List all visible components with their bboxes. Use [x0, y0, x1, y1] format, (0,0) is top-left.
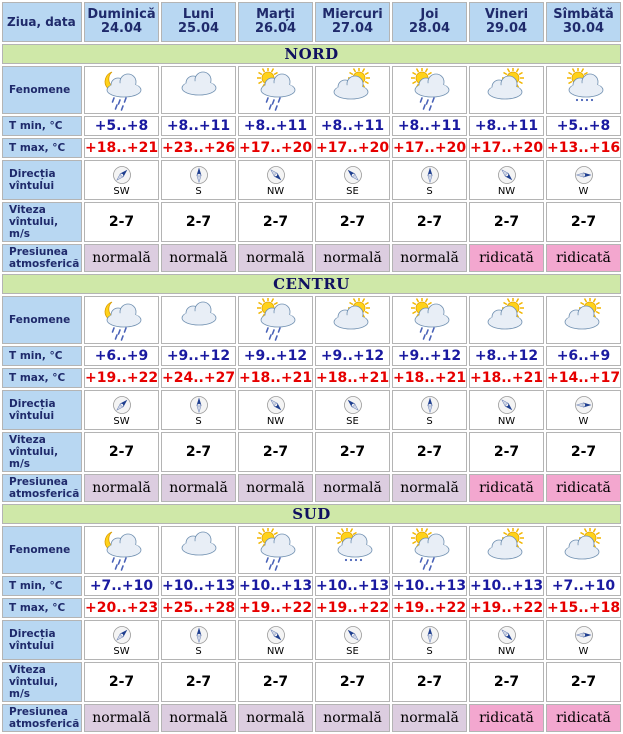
row-label: Direcția vîntului: [2, 390, 82, 430]
tmin-cell: +8..+11: [469, 116, 544, 136]
tmax-cell: +23..+26: [162, 140, 236, 156]
wind-speed-cell: 2-7: [315, 432, 390, 472]
tmax-cell: +24..+27: [162, 370, 236, 386]
wind-direction-label: W: [578, 186, 589, 197]
sun-cloud-icon: [316, 298, 389, 342]
row-label: Viteza vîntului, m/s: [2, 432, 82, 472]
wind-direction-label: SE: [346, 186, 359, 197]
cloud-icon: [162, 298, 235, 342]
row-label: Direcția vîntului: [2, 620, 82, 660]
tmax-cell: +19..+22: [85, 370, 159, 386]
wind-direction-label: NW: [266, 646, 285, 657]
pressure-cell: ridicată: [546, 244, 621, 272]
row-label: T max, °C: [2, 138, 82, 158]
tmin-cell: +8..+11: [161, 116, 236, 136]
wind-direction-row: [2, 160, 621, 200]
tmax-cell: +15..+18: [547, 600, 621, 616]
wind-direction-cell: [546, 620, 621, 660]
wind-direction-cell: [546, 390, 621, 430]
compass-icon: [470, 165, 543, 185]
row-label: Presiunea atmosferică: [2, 474, 82, 502]
tmax-cell: +18..+21: [470, 370, 544, 386]
tmin-cell: +10..+13: [393, 578, 467, 594]
phenomena-cell: [392, 66, 467, 114]
wind-speed-cell: 2-7: [84, 432, 159, 472]
wind-direction-label: S: [195, 416, 202, 427]
tmin-cell: +5..+8: [84, 116, 159, 136]
compass-icon: [162, 165, 235, 185]
day-date: 29.04: [485, 21, 528, 36]
compass-icon: [547, 165, 620, 185]
moon-cloud-rain-icon: [85, 528, 158, 572]
phenomena-cell: [84, 66, 159, 114]
tmax-cell: +18..+21: [316, 370, 390, 386]
day-name: Luni: [182, 7, 215, 22]
sun-cloud-rain-icon: [393, 68, 466, 112]
sun-cloud-rain-icon: [239, 68, 312, 112]
wind-speed-cell: 2-7: [84, 662, 159, 702]
wind-direction-cell: [546, 160, 621, 200]
wind-speed-cell: 2-7: [315, 202, 390, 242]
wind-direction-label: S: [426, 416, 433, 427]
row-label: T max, °C: [2, 598, 82, 618]
region-row: [2, 274, 621, 294]
tmax-cell: +14..+17: [547, 370, 621, 386]
region-title: NORD: [2, 44, 621, 64]
row-label: Viteza vîntului, m/s: [2, 202, 82, 242]
pressure-cell: normală: [238, 474, 313, 502]
wind-direction-cell: [469, 620, 544, 660]
region-title: CENTRU: [2, 274, 621, 294]
tmin-cell: +8..+11: [238, 116, 313, 136]
compass-icon: [547, 625, 620, 645]
wind-direction-label: S: [195, 186, 202, 197]
compass-icon: [162, 395, 235, 415]
pressure-row: [2, 474, 621, 502]
pressure-cell: normală: [84, 244, 159, 272]
tmax-cell: +19..+22: [470, 600, 544, 616]
compass-icon: [470, 395, 543, 415]
phenomena-cell: [238, 66, 313, 114]
wind-direction-cell: [161, 160, 236, 200]
pressure-cell: ridicată: [469, 704, 544, 732]
pressure-cell: ridicată: [546, 704, 621, 732]
day-header: [84, 2, 159, 42]
day-header: [315, 2, 390, 42]
day-date: 25.04: [177, 21, 220, 36]
moon-cloud-rain-icon: [85, 68, 158, 112]
sun-cloud-icon: [470, 298, 543, 342]
tmax-row: [2, 368, 621, 388]
wind-direction-label: S: [195, 646, 202, 657]
phenomena-cell: [238, 296, 313, 344]
region-row: [2, 504, 621, 524]
sun-cloud-rain-icon: [393, 528, 466, 572]
compass-icon: [393, 165, 466, 185]
compass-icon: [393, 625, 466, 645]
compass-icon: [85, 165, 158, 185]
sun-cloud-icon: [470, 68, 543, 112]
compass-icon: [85, 625, 158, 645]
phenomena-cell: [84, 296, 159, 344]
day-date: 30.04: [562, 21, 605, 36]
tmax-cell: +25..+28: [162, 600, 236, 616]
wind-direction-label: S: [426, 646, 433, 657]
tmin-cell: +10..+13: [316, 578, 390, 594]
compass-icon: [316, 625, 389, 645]
phenomena-cell: [315, 526, 390, 574]
wind-speed-cell: 2-7: [161, 432, 236, 472]
phenomena-row: [2, 66, 621, 114]
tmin-cell: +5..+8: [546, 116, 621, 136]
phenomena-cell: [392, 526, 467, 574]
wind-speed-cell: 2-7: [546, 432, 621, 472]
wind-direction-cell: [469, 390, 544, 430]
day-name: Miercuri: [322, 7, 383, 22]
compass-icon: [316, 165, 389, 185]
phenomena-cell: [161, 66, 236, 114]
row-label: T min, °C: [2, 346, 82, 366]
sun-cloud-icon: [547, 528, 620, 572]
tmin-cell: +6..+9: [84, 346, 159, 366]
pressure-row: [2, 704, 621, 732]
wind-speed-cell: 2-7: [469, 432, 544, 472]
wind-direction-label: W: [578, 646, 589, 657]
wind-speed-cell: 2-7: [238, 432, 313, 472]
wind-direction-cell: [161, 620, 236, 660]
compass-icon: [470, 625, 543, 645]
day-header: [546, 2, 621, 42]
tmin-row: [2, 346, 621, 366]
pressure-cell: normală: [84, 704, 159, 732]
tmin-cell: +7..+10: [84, 576, 159, 596]
tmax-cell: +17..+20: [239, 140, 313, 156]
compass-icon: [239, 395, 312, 415]
phenomena-cell: [469, 526, 544, 574]
sun-cloud-icon: [470, 528, 543, 572]
phenomena-cell: [315, 66, 390, 114]
tmax-cell: +17..+20: [470, 140, 544, 156]
day-date: 28.04: [408, 21, 451, 36]
wind-speed-row: [2, 432, 621, 472]
day-date: 26.04: [254, 21, 297, 36]
tmax-cell: +19..+22: [393, 600, 467, 616]
phenomena-row: [2, 296, 621, 344]
phenomena-row: [2, 526, 621, 574]
compass-icon: [239, 625, 312, 645]
day-date: 27.04: [331, 21, 374, 36]
wind-direction-cell: [161, 390, 236, 430]
wind-direction-cell: [469, 160, 544, 200]
tmax-cell: +13..+16: [547, 140, 621, 156]
tmax-cell: +20..+23: [85, 600, 159, 616]
wind-direction-cell: [238, 620, 313, 660]
tmin-cell: +9..+12: [238, 346, 313, 366]
tmin-cell: +10..+13: [162, 578, 236, 594]
wind-direction-cell: [84, 620, 159, 660]
phenomena-cell: [84, 526, 159, 574]
phenomena-cell: [546, 66, 621, 114]
tmin-row: [2, 576, 621, 596]
row-label: Presiunea atmosferică: [2, 244, 82, 272]
pressure-cell: normală: [84, 474, 159, 502]
day-header: [392, 2, 467, 42]
wind-speed-cell: 2-7: [469, 202, 544, 242]
cloud-icon: [162, 68, 235, 112]
wind-speed-row: [2, 202, 621, 242]
row-label: Fenomene: [2, 526, 82, 574]
region-row: [2, 44, 621, 64]
pressure-cell: normală: [161, 704, 236, 732]
phenomena-cell: [469, 66, 544, 114]
pressure-cell: ridicată: [469, 474, 544, 502]
pressure-row: [2, 244, 621, 272]
pressure-cell: normală: [392, 704, 467, 732]
wind-speed-row: [2, 662, 621, 702]
sun-cloud-icon: [547, 298, 620, 342]
corner-label: Ziua, data: [2, 2, 82, 42]
phenomena-cell: [546, 296, 621, 344]
pressure-cell: normală: [315, 474, 390, 502]
row-label: Viteza vîntului, m/s: [2, 662, 82, 702]
phenomena-cell: [315, 296, 390, 344]
wind-speed-cell: 2-7: [238, 662, 313, 702]
wind-direction-cell: [84, 390, 159, 430]
tmin-cell: +8..+11: [392, 116, 467, 136]
day-header: [161, 2, 236, 42]
row-label: T min, °C: [2, 576, 82, 596]
wind-speed-cell: 2-7: [469, 662, 544, 702]
pressure-cell: normală: [238, 244, 313, 272]
wind-direction-cell: [392, 390, 467, 430]
wind-speed-cell: 2-7: [161, 202, 236, 242]
wind-direction-row: [2, 620, 621, 660]
wind-direction-cell: [392, 620, 467, 660]
phenomena-cell: [161, 526, 236, 574]
tmax-cell: +18..+21: [393, 370, 467, 386]
wind-speed-cell: 2-7: [84, 202, 159, 242]
tmin-cell: +10..+13: [470, 578, 544, 594]
tmax-cell: +17..+20: [316, 140, 390, 156]
compass-icon: [393, 395, 466, 415]
sun-cloud-icon: [316, 68, 389, 112]
wind-direction-label: S: [426, 186, 433, 197]
wind-direction-cell: [315, 390, 390, 430]
wind-direction-label: SW: [113, 646, 130, 657]
sun-cloud-light-rain-icon: [547, 68, 620, 112]
wind-direction-cell: [238, 160, 313, 200]
tmax-cell: +18..+21: [85, 140, 159, 156]
moon-cloud-rain-icon: [85, 298, 158, 342]
wind-speed-cell: 2-7: [315, 662, 390, 702]
wind-speed-cell: 2-7: [392, 432, 467, 472]
phenomena-cell: [546, 526, 621, 574]
tmax-cell: +19..+22: [316, 600, 390, 616]
wind-direction-cell: [315, 620, 390, 660]
compass-icon: [316, 395, 389, 415]
wind-direction-cell: [238, 390, 313, 430]
wind-direction-label: SE: [346, 416, 359, 427]
wind-direction-label: SW: [113, 416, 130, 427]
tmin-cell: +9..+12: [392, 346, 467, 366]
pressure-cell: ridicată: [469, 244, 544, 272]
phenomena-cell: [392, 296, 467, 344]
wind-direction-label: NW: [497, 186, 516, 197]
wind-direction-label: NW: [497, 646, 516, 657]
wind-direction-label: SW: [113, 186, 130, 197]
row-label: Fenomene: [2, 66, 82, 114]
row-label: T max, °C: [2, 368, 82, 388]
sun-cloud-rain-icon: [393, 298, 466, 342]
wind-speed-cell: 2-7: [161, 662, 236, 702]
wind-direction-cell: [315, 160, 390, 200]
tmin-cell: +7..+10: [546, 576, 621, 596]
phenomena-cell: [161, 296, 236, 344]
day-header: [469, 2, 544, 42]
pressure-cell: normală: [392, 244, 467, 272]
pressure-cell: ridicată: [546, 474, 621, 502]
wind-speed-cell: 2-7: [392, 662, 467, 702]
compass-icon: [85, 395, 158, 415]
day-name: Joi: [420, 7, 439, 22]
wind-direction-label: W: [578, 416, 589, 427]
sun-cloud-rain-icon: [239, 528, 312, 572]
tmin-cell: +10..+13: [239, 578, 313, 594]
row-label: Presiunea atmosferică: [2, 704, 82, 732]
pressure-cell: normală: [315, 244, 390, 272]
row-label: T min, °C: [2, 116, 82, 136]
phenomena-cell: [469, 296, 544, 344]
wind-speed-cell: 2-7: [238, 202, 313, 242]
wind-direction-row: [2, 390, 621, 430]
sun-cloud-light-rain-icon: [316, 528, 389, 572]
phenomena-cell: [238, 526, 313, 574]
compass-icon: [162, 625, 235, 645]
day-name: Vineri: [484, 7, 529, 22]
wind-direction-label: NW: [266, 186, 285, 197]
tmax-cell: +17..+20: [393, 140, 467, 156]
header-row: [2, 2, 621, 42]
tmin-row: [2, 116, 621, 136]
row-label: Fenomene: [2, 296, 82, 344]
compass-icon: [547, 395, 620, 415]
day-name: Sîmbătă: [553, 7, 614, 22]
wind-speed-cell: 2-7: [546, 202, 621, 242]
wind-direction-cell: [84, 160, 159, 200]
tmin-cell: +9..+12: [161, 346, 236, 366]
day-header: [238, 2, 313, 42]
tmin-cell: +8..+12: [469, 346, 544, 366]
row-label: Direcția vîntului: [2, 160, 82, 200]
region-title: SUD: [2, 504, 621, 524]
day-name: Marți: [256, 7, 295, 22]
tmin-cell: +8..+11: [315, 116, 390, 136]
wind-direction-label: NW: [497, 416, 516, 427]
cloud-icon: [162, 528, 235, 572]
wind-direction-label: SE: [346, 646, 359, 657]
tmax-cell: +19..+22: [239, 600, 313, 616]
wind-direction-cell: [392, 160, 467, 200]
compass-icon: [239, 165, 312, 185]
wind-speed-cell: 2-7: [546, 662, 621, 702]
tmax-row: [2, 598, 621, 618]
tmax-row: [2, 138, 621, 158]
tmin-cell: +6..+9: [546, 346, 621, 366]
day-name: Duminică: [87, 7, 156, 22]
wind-direction-label: NW: [266, 416, 285, 427]
pressure-cell: normală: [161, 244, 236, 272]
tmin-cell: +9..+12: [315, 346, 390, 366]
day-date: 24.04: [100, 21, 143, 36]
tmax-cell: +18..+21: [239, 370, 313, 386]
pressure-cell: normală: [315, 704, 390, 732]
pressure-cell: normală: [238, 704, 313, 732]
pressure-cell: normală: [161, 474, 236, 502]
wind-speed-cell: 2-7: [392, 202, 467, 242]
pressure-cell: normală: [392, 474, 467, 502]
sun-cloud-rain-icon: [239, 298, 312, 342]
